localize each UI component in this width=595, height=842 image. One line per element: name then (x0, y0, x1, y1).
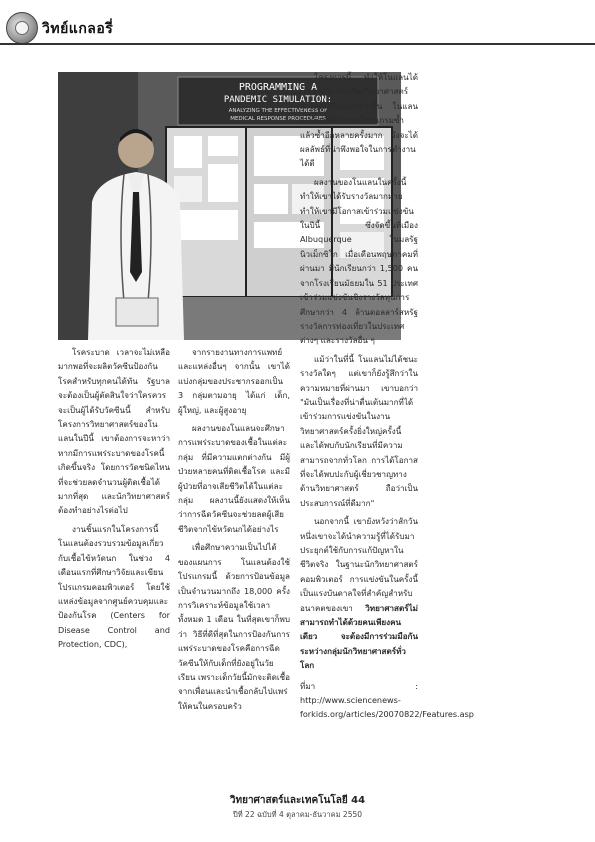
col3-paragraph-4 (300, 514, 418, 672)
sign-line-4: MEDICAL RESPONSE PROCEDURES (230, 116, 326, 122)
sign-line-3: ANALYZING THE EFFECTIVENESS OF (228, 108, 328, 114)
sign-line-2: PANDEMIC SIMULATION: (223, 95, 333, 105)
col1-paragraph-1: โรคระบาด เวลาจะไม่เหลือมากพอที่จะผลิตวัคซีนป้องกันโรคสำหรับทุกคนได้ทัน รัฐบาลจะต้องเป็นผู้ตัดสินใจว่าใครควรจะเป็นผู้ได้รับวัคซีนนี้ สำหรับโครงการวิทยาศาสตร์ของโนแลนในปีนี้ เขาต้องการจะหาว่าหากมีการแพร่ระบาดของโรคนี้เกิดขึ้นจริง โดยการวัดชนิดไหนที่จะช่วยลดจำนวนผู้ติดเชื้อได้มากที่สุด และนักวิทยาศาสตร์ต้องทำอย่างไรต่อไป (58, 347, 170, 516)
col1-paragraph-2: งานชิ้นแรกในโครงการนี้ โนแลนต้องรวบรวมข้อมูลเกี่ยวกับเชื้อไข้หวัดนก ในช่วง 4 เดือนแรกที่ศึกษาวิจัยและเขียนโปรแกรมคอมพิวเตอร์ โดยใช้แหล่งข้อมูลจากศูนย์ควบคุมและป้องกันโรค (Centers for Disease Control and Protection, CDC), (58, 523, 170, 650)
header-rule (0, 43, 595, 45)
source-note (300, 679, 474, 722)
page-footer (0, 793, 595, 821)
article-column-2 (178, 345, 290, 717)
section-logo-icon (6, 12, 38, 44)
col2-paragraph-2: ผลงานของโนแลนจะศึกษาการแพร่ระบาดของเชื้อในแต่ละกลุ่ม ที่มีความแตกต่างกัน มีผู้ป่วยหลายคนที่ติดเชื้อโรค และมีผู้ป่วยที่อาจเสียชีวิตได้ในแต่ละกลุ่ม ผลงานนี้ยังแสดงให้เห็นว่าการฉีดวัคซีนจะช่วยลดผู้เสียชีวิตจากไข้หวัดนกได้อย่างไร (178, 423, 290, 534)
sign-line-1: PROGRAMMING A (238, 82, 318, 93)
col3-paragraph-1: โครงการนี้ ทำให้โนแลนได้เรียนรู้เกี่ยวกับเรื่องวิทยาศาสตร์ทางคอมพิวเตอร์มากขึ้น โนแลนเองต้องพลิกแพลงโปรแกรมซ้ำแล้วซ้ำอีกหลายครั้งมาก จึงจะได้ผลลัพธ์ที่น่าพึงพอใจในการทำงานได้ดี (300, 72, 418, 169)
article-column-3 (300, 70, 474, 722)
col3-bold-quote: วิทยาศาสตร์ไม่สามารถทำได้ด้วยคนเพียงคนเดียว จะต้องมีการร่วมมือกันระหว่างกลุ่มนักวิทยาศาสตร์ทั่วโลก (300, 602, 418, 671)
col2-paragraph-1: จากรายงานทางการแพทย์ และแหล่งอื่นๆ จากนั้น เขาได้แบ่งกลุ่มของประชากรออกเป็น 3 กลุ่มตามอายุ ได้แก่ เด็ก, ผู้ใหญ่, และผู้สูงอายุ (178, 347, 290, 415)
col3-paragraph-4-text: นอกจากนี้ เขายังหวังว่าสักวันหนึ่งเขาจะได้นำความรู้ที่ได้รับมาประยุกต์ใช้กับการแก้ปัญหาในชีวิตจริง ในฐานะนักวิทยาศาสตร์คอมพิวเตอร์ การแข่งขันในครั้งนี้เป็นแรงบันดาลใจที่สำคัญสำหรับอนาคตของเขา (300, 516, 418, 613)
page-header (0, 10, 595, 44)
col3-paragraph-2: ผลงานของโนแลนในครั้งนี้ทำให้เขาได้รับรางวัลมากมาย ทำให้เขามีโอกาสเข้าร่วมแข่งขันในปีนี้ ซึ่งจัดขึ้นที่เมือง Albuquerque ในมลรัฐนิวเม็กซิโก เมื่อเดือนพฤษภาคมที่ผ่านมา มีนักเรียนกว่า 1,500 คนจากโรงเรียนมัธยมใน 51 ประเทศ เข้าร่วมแข่งขันชิงรางวัลทุนการศึกษากว่า 4 ล้านดอลลาร์สหรัฐ รางวัลการท่องเที่ยวในประเทศต่างๆ และรางวัลอื่น ๆ (300, 176, 418, 346)
footer-issue: ปีที่ 22 ฉบับที่ 4 ตุลาคม-ธันวาคม 2550 (232, 810, 363, 819)
article-column-1 (58, 345, 170, 656)
source-label: ที่มา : (300, 680, 418, 691)
col2-paragraph-3: เพื่อศึกษาความเป็นไปได้ของแผนการ โนแลนต้องใช้โปรแกรมนี้ ด้วยการป้อนข้อมูลเป็นจำนวนมากถึง 18,000 ครั้ง การวิเคราะห์ข้อมูลใช้เวลาทั้งหมด 1 เดือน ในที่สุดเขาก็พบว่า วิธีที่ดีที่สุดในการป้องกันการแพร่ระบาดของโรคคือการฉีดวัคซีนให้กับเด็กที่ยังอยู่ในวัยเรียน เพราะเด็กวัยนี้มักจะติดเชื้อจากเพื่อนและนำเชื้อกลับไปแพร่ให้คนในครอบครัว (178, 542, 291, 711)
footer-title: วิทยาศาสตร์และเทคโนโลยี 44 (229, 795, 366, 806)
section-title: วิทย์แกลอรี่ (42, 21, 114, 37)
col3-paragraph-3: แม้ว่าในที่นี้ โนแลนไม่ได้ชนะรางวัลใดๆ แต่เขาก็ยังรู้สึกว่าในความหมายที่ผ่านมา เขาบอกว่า "มันเป็นเรื่องที่น่าตื่นเต้นมากที่ได้เข้าร่วมการแข่งขันในงานวิทยาศาสตร์ครั้งยิ่งใหญ่ครั้งนี้ และได้พบกับนักเรียนที่มีความสามารถจากทั่วโลก การได้โอกาสที่จะได้พบปะกับผู้เชี่ยวชาญทางด้านวิทยาศาสตร์ ถือว่าเป็นประสบการณ์ที่ดีมาก" (300, 353, 418, 508)
source-url[interactable]: http://www.sciencenews-forkids.org/articles/20070822/Features.asp (300, 695, 474, 720)
